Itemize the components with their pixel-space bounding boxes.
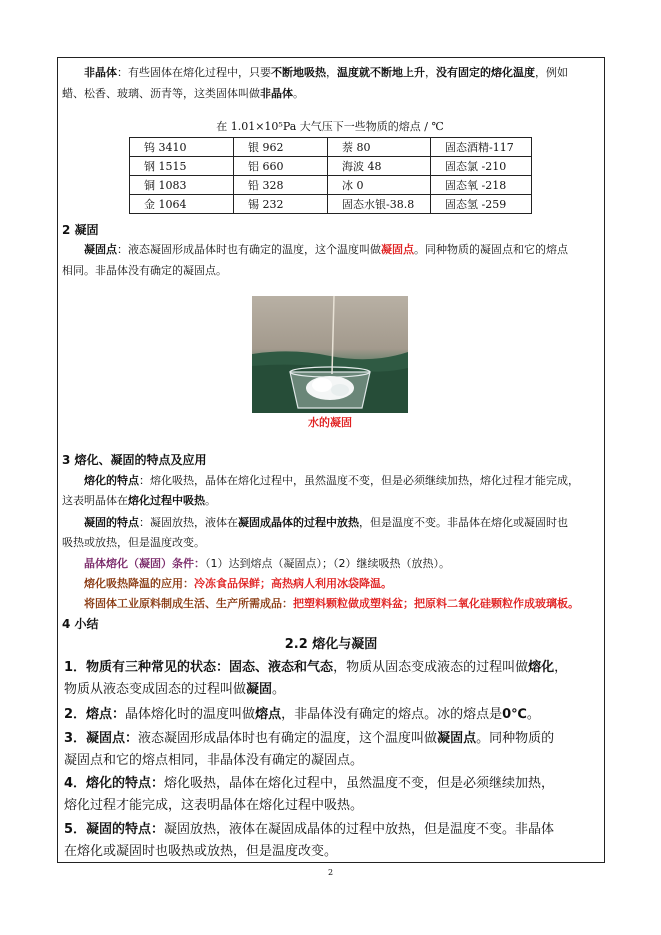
summary-title: 2.2 熔化与凝固 [284, 637, 378, 652]
keyword: 非晶体 [260, 87, 293, 100]
water-freezing-photo [252, 296, 408, 413]
text: （1）达到熔点（凝固点）；（2）继续吸热（放热）。 [205, 557, 450, 570]
melting-feature-line-2 [62, 491, 602, 511]
text: 。 [272, 682, 286, 697]
keyword: 熔化 [528, 660, 555, 675]
condition-line [84, 554, 604, 574]
solidify-feature-line-2: 吸热或放热，但是温度改变。 [62, 536, 205, 549]
text: ：有些固体在熔化过程中，只要 [117, 66, 271, 79]
text: 。同种物质的 [476, 731, 555, 746]
photo-caption: 水的凝固 [308, 416, 352, 429]
text: 。 [205, 494, 216, 507]
keyword: 凝固的特点 [84, 516, 139, 529]
amorphous-line-2 [62, 84, 602, 104]
text: 把塑料颗粒做成塑料盆；把原料二氧化硅颗粒作成玻璃板。 [293, 597, 579, 610]
table-cell: 冰 0 [328, 176, 431, 195]
text: 蜡、松香、玻璃、沥青等，这类固体叫做 [62, 87, 260, 100]
application-line [84, 574, 604, 594]
label: 5．凝固的特点： [64, 822, 165, 837]
keyword: 凝固点 [437, 731, 477, 746]
table-cell: 钢 1515 [130, 157, 234, 176]
summary-item-5 [64, 819, 600, 863]
amorphous-term: 非晶体 [84, 66, 117, 79]
keyword: 熔化的特点 [84, 474, 139, 487]
melting-point-table [129, 137, 532, 214]
table-cell: 银 962 [234, 138, 328, 157]
keyword: 熔化过程中吸热 [128, 494, 205, 507]
melting-feature-line-1 [84, 471, 604, 491]
section-3-heading: 3 熔化、凝固的特点及应用 [62, 453, 207, 467]
summary-item-3 [64, 728, 600, 772]
label: 晶体熔化（凝固）条件： [84, 557, 205, 570]
text: 。 [526, 707, 540, 722]
text: ，物质从固态变成液态的过程叫做 [333, 660, 529, 675]
glass-of-ice-illustration [252, 296, 408, 413]
table-cell: 铅 328 [234, 176, 328, 195]
table-cell: 固态氧 -218 [431, 176, 532, 195]
table-cell: 金 1064 [130, 195, 234, 214]
table-cell: 固态氯 -210 [431, 157, 532, 176]
table-title: 在 1.01×10⁵Pa 大气压下一些物质的熔点 / ℃ [216, 120, 444, 133]
table-row [130, 195, 532, 214]
keyword: 温度就不断地上升 [337, 66, 425, 79]
keyword: 熔点 [255, 707, 282, 722]
keyword: 不断地吸热 [271, 66, 326, 79]
table-row [130, 176, 532, 195]
table-cell: 锡 232 [234, 195, 328, 214]
table-row [130, 138, 532, 157]
table-cell: 海波 48 [328, 157, 431, 176]
text: ，非晶体没有确定的熔点。冰的熔点是 [281, 707, 503, 722]
section-2-heading: 2 凝固 [62, 223, 99, 237]
amorphous-line-1 [84, 63, 604, 83]
keyword: 凝固成晶体的过程中放热 [238, 516, 359, 529]
section-4-heading: 4 小结 [62, 617, 99, 631]
table-cell: 固态酒精-117 [431, 138, 532, 157]
text: ：液态凝固形成晶体时也有确定的温度，这个温度叫做 [117, 243, 381, 256]
text: 晶体熔化时的温度叫做 [125, 707, 256, 722]
freezing-point-line-1 [84, 240, 604, 260]
text: ， [554, 660, 568, 675]
table-cell: 铜 1083 [130, 176, 234, 195]
text: 凝固放热，液体在凝固成晶体的过程中放热，但是温度不变。非晶体 [164, 822, 555, 837]
text: ， [326, 66, 337, 79]
text: 液态凝固形成晶体时也有确定的温度，这个温度叫做 [138, 731, 438, 746]
text: 熔化过程才能完成，这表明晶体在熔化过程中吸热。 [64, 798, 364, 813]
keyword: 固态、液态和气态 [229, 660, 334, 675]
text: 凝固点和它的熔点相同，非晶体没有确定的凝固点。 [64, 753, 364, 768]
label: 熔化吸热降温的应用： [84, 577, 194, 590]
label: 1．物质有三种常见的状态： [64, 660, 230, 675]
label: 3．凝固点： [64, 731, 139, 746]
table-cell: 固态氢 -259 [431, 195, 532, 214]
table-row [130, 157, 532, 176]
label: 4．熔化的特点： [64, 776, 165, 791]
label: 2．熔点： [64, 707, 126, 722]
text: 。同种物质的凝固点和它的熔点 [414, 243, 568, 256]
keyword: 凝固点 [381, 243, 414, 256]
keyword: 凝固 [246, 682, 273, 697]
text: 熔化吸热，晶体在熔化过程中，虽然温度不变，但是必须继续加热， [164, 776, 555, 791]
industry-line [84, 594, 604, 614]
keyword: 没有固定的熔化温度 [436, 66, 535, 79]
table-cell: 铝 660 [234, 157, 328, 176]
table-cell: 固态水银-38.8 [328, 195, 431, 214]
text: ， [425, 66, 436, 79]
text: 。 [293, 87, 304, 100]
text: 冷冻食品保鲜；高热病人利用冰袋降温。 [194, 577, 392, 590]
table-cell: 萘 80 [328, 138, 431, 157]
solidify-feature-line-1 [84, 513, 604, 533]
page-number: 2 [327, 868, 334, 877]
text: 物质从液态变成固态的过程叫做 [64, 682, 247, 697]
label: 将固体工业原料制成生活、生产所需成品： [84, 597, 293, 610]
text: ，例如 [535, 66, 568, 79]
freezing-point-line-2: 相同。非晶体没有确定的凝固点。 [62, 264, 227, 277]
text: 在熔化或凝固时也吸热或放热，但是温度改变。 [64, 844, 338, 859]
summary-item-2 [64, 704, 600, 726]
keyword: 0℃ [502, 707, 527, 722]
keyword: 凝固点 [84, 243, 117, 256]
text: ：熔化吸热，晶体在熔化过程中，虽然温度不变，但是必须继续加热，熔化过程才能完成， [139, 474, 579, 487]
table-cell: 钨 3410 [130, 138, 234, 157]
summary-item-1 [64, 657, 600, 701]
text: ：凝固放热，液体在 [139, 516, 238, 529]
text: 这表明晶体在 [62, 494, 128, 507]
summary-item-4 [64, 773, 600, 817]
text: ，但是温度不变。非晶体在熔化或凝固时也 [359, 516, 568, 529]
